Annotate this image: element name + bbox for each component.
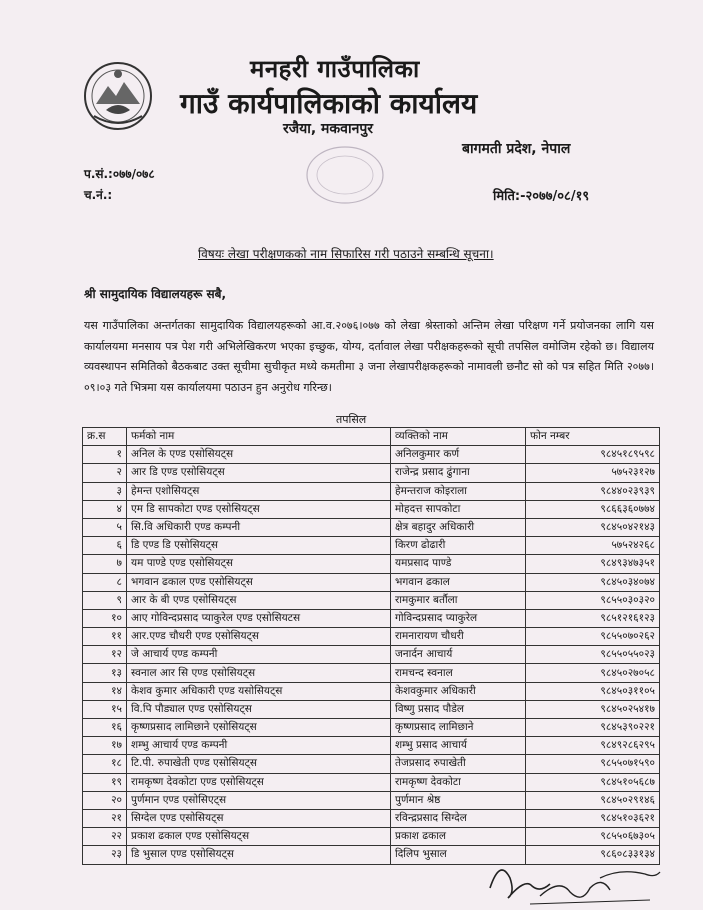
row-phone: ९८५१२१६१२३ <box>526 609 660 627</box>
table-row <box>83 537 660 555</box>
table-row <box>83 700 660 718</box>
row-serial: १३ <box>83 664 127 682</box>
row-serial: ३ <box>83 482 127 500</box>
table-header-row <box>83 428 660 446</box>
office-stamp <box>300 140 390 210</box>
row-firm-name: प्रकाश ढकाल एण्ड एसोसियट्स <box>127 828 391 846</box>
row-firm-name: पुर्णमान एण्ड एसोसिएट्स <box>127 791 391 809</box>
table-row <box>83 555 660 573</box>
row-person-name: अनिलकुमार कर्ण <box>391 446 526 464</box>
row-serial: १६ <box>83 719 127 737</box>
row-phone: ९८५५०६७३०५ <box>526 828 660 846</box>
row-phone: ९८४४०२३९३९ <box>526 482 660 500</box>
row-serial: २१ <box>83 809 127 827</box>
table-row <box>83 828 660 846</box>
row-phone: ९८४५१८९५९८ <box>526 446 660 464</box>
table-row <box>83 664 660 682</box>
header-phone: फोन नम्बर <box>526 428 660 446</box>
municipality-name: मनहरी गाउँपालिका <box>250 55 420 83</box>
row-person-name: केशवकुमार अधिकारी <box>391 682 526 700</box>
header-firm-name: फर्मको नाम <box>127 428 391 446</box>
row-firm-name: जे आचार्य एण्ड कम्पनी <box>127 646 391 664</box>
table-row <box>83 809 660 827</box>
row-person-name: रामनारायण चौधरी <box>391 628 526 646</box>
row-person-name: रविन्द्रप्रसाद सिग्देल <box>391 809 526 827</box>
row-firm-name: कृष्णप्रसाद लामिछाने एसोसियट्स <box>127 719 391 737</box>
row-phone: ५७५२४२६८ <box>526 537 660 555</box>
row-phone: ५७५२३१२७ <box>526 464 660 482</box>
row-phone: ९८५५०७०२६२ <box>526 628 660 646</box>
header-person-name: व्यक्तिको नाम <box>391 428 526 446</box>
row-person-name: राजेन्द्र प्रसाद ढुंगाना <box>391 464 526 482</box>
subject-line: विषयः लेखा परीक्षणकको नाम सिफारिस गरी पठाउने सम्बन्धि सूचना। <box>198 247 494 261</box>
table-row <box>83 500 660 518</box>
header-serial: क्र.स <box>83 428 127 446</box>
row-serial: ९ <box>83 591 127 609</box>
row-phone: ९८४९२८६२९५ <box>526 737 660 755</box>
row-serial: २ <box>83 464 127 482</box>
row-phone: ९८४५१०५६८७ <box>526 773 660 791</box>
row-serial: ७ <box>83 555 127 573</box>
addressee: श्री सामुदायिक विद्यालयहरू सबै, <box>84 287 227 301</box>
row-phone: ९८६६३६०७७४ <box>526 500 660 518</box>
signature <box>470 848 670 910</box>
row-serial: १५ <box>83 700 127 718</box>
row-serial: १२ <box>83 646 127 664</box>
dispatch-number: च.नं.: <box>84 188 113 202</box>
row-phone: ९८४५०२९१४६ <box>526 791 660 809</box>
row-serial: २० <box>83 791 127 809</box>
letter-date: मिति:-२०७७/०८/१९ <box>493 189 590 204</box>
row-person-name: पुर्णमान श्रेष्ठ <box>391 791 526 809</box>
row-serial: १७ <box>83 737 127 755</box>
row-phone: ९८५५०५५०२३ <box>526 646 660 664</box>
row-person-name: शम्भु प्रसाद आचार्य <box>391 737 526 755</box>
row-person-name: विष्णु प्रसाद पौडेल <box>391 700 526 718</box>
row-phone: ९८४५०२७०५८ <box>526 664 660 682</box>
auditor-table <box>82 427 660 865</box>
row-phone: ९८६०८३३१३४ <box>526 846 660 864</box>
table-row <box>83 518 660 536</box>
row-firm-name: केशव कुमार अधिकारी एण्ड यसोसियट्स <box>127 682 391 700</box>
row-firm-name: डि एण्ड डि एसोसियट्स <box>127 537 391 555</box>
row-firm-name: स्वनाल आर सि एण्ड एसोसियट्स <box>127 664 391 682</box>
table-row <box>83 682 660 700</box>
row-firm-name: यम पाण्डे एण्ड एसोसियट्स <box>127 555 391 573</box>
row-firm-name: सि.वि अधिकारी एण्ड कम्पनी <box>127 518 391 536</box>
row-person-name: मोहदत्त सापकोटा <box>391 500 526 518</box>
office-name: गाउँ कार्यपालिकाको कार्यालय <box>180 87 478 120</box>
office-location: रजैया, मकवानपुर <box>283 121 374 137</box>
row-person-name: कृष्णप्रसाद लामिछाने <box>391 719 526 737</box>
row-firm-name: भगवान ढकाल एण्ड एसोसियट्स <box>127 573 391 591</box>
row-serial: १ <box>83 446 127 464</box>
table-row <box>83 628 660 646</box>
table-caption: तपसिल <box>336 413 367 426</box>
row-person-name: रामकुमार बर्तौला <box>391 591 526 609</box>
row-firm-name: एम डि सापकोटा एण्ड एसोसियट्स <box>127 500 391 518</box>
row-firm-name: वि.पि पौड्याल एण्ड एसोसियट्स <box>127 700 391 718</box>
row-person-name: जनार्दन आचार्य <box>391 646 526 664</box>
row-phone: ९८४५०३४०७४ <box>526 573 660 591</box>
row-person-name: क्षेत्र बहादुर अधिकारी <box>391 518 526 536</box>
table-row <box>83 755 660 773</box>
row-phone: ९८५५०७१५९० <box>526 755 660 773</box>
row-serial: ६ <box>83 537 127 555</box>
row-phone: ९८४९३४७३५१ <box>526 555 660 573</box>
row-person-name: भगवान ढकाल <box>391 573 526 591</box>
table-row <box>83 573 660 591</box>
row-serial: ८ <box>83 573 127 591</box>
letter-number: प.सं.:०७७/०७८ <box>84 167 155 181</box>
row-firm-name: आर के बी एण्ड एसोसियट्स <box>127 591 391 609</box>
nepal-emblem-logo <box>82 60 154 132</box>
row-firm-name: शम्भु आचार्य एण्ड कम्पनी <box>127 737 391 755</box>
row-firm-name: आर डि एण्ड एसोसियट्स <box>127 464 391 482</box>
row-phone: ९८४५३९०२२१ <box>526 719 660 737</box>
table-row <box>83 791 660 809</box>
table-row <box>83 646 660 664</box>
row-phone: ९८५५०३०३२० <box>526 591 660 609</box>
province-name: बागमती प्रदेश, नेपाल <box>462 141 571 157</box>
row-firm-name: आए गोविन्दप्रसाद प्याकुरेल एण्ड एसोसियटस <box>127 609 391 627</box>
row-person-name: तेजप्रसाद रुपाखेती <box>391 755 526 773</box>
row-person-name: रामचन्द स्वनाल <box>391 664 526 682</box>
row-serial: ४ <box>83 500 127 518</box>
row-person-name: हेमन्तराज कोइराला <box>391 482 526 500</box>
table-row <box>83 773 660 791</box>
row-person-name: किरण ढोढारी <box>391 537 526 555</box>
table-row <box>83 464 660 482</box>
row-phone: ९८४५१०३६२१ <box>526 809 660 827</box>
row-serial: १४ <box>83 682 127 700</box>
row-serial: ५ <box>83 518 127 536</box>
row-firm-name: हेमन्त एशोसियट्स <box>127 482 391 500</box>
body-paragraph: यस गाउँपालिका अन्तर्गतका सामुदायिक विद्यालयहरूको आ.व.२०७६।०७७ को लेखा श्रेस्ताको अन्तिम लेखा परिक्षण गर्ने प्रयोजनका लागि यस कार्यालयमा मनसाय पत्र पेश गरी अभिलेखिकरण भएका इच्छुक, योग्य, दर्तावाल लेखा परीक्षकहरूको सूची तपसिल वमोजिम रहेको छ। विद्यालय व्यवस्थापन समितिको बैठकबाट उक्त सूचीमा सुचीकृत मध्ये कमतीमा ३ जना लेखापरीक्षकहरूको नामावली छनौट सो को पत्र सहित मिति २०७७।०९।०३ गते भित्रमा यस कार्यालयमा पठाउन हुन अनुरोध गरिन्छ। <box>84 319 654 394</box>
row-firm-name: अनिल के एण्ड एसोसियट्स <box>127 446 391 464</box>
table-row <box>83 719 660 737</box>
row-phone: ९८४५०२५४१७ <box>526 700 660 718</box>
row-person-name: रामकृष्ण देवकोटा <box>391 773 526 791</box>
row-serial: ११ <box>83 628 127 646</box>
row-serial: १९ <box>83 773 127 791</box>
table-row <box>83 482 660 500</box>
row-firm-name: सिग्देल एण्ड एसोसियट्स <box>127 809 391 827</box>
row-firm-name: आर.एण्ड चौधरी एण्ड एसोसियट्स <box>127 628 391 646</box>
table-row <box>83 446 660 464</box>
table-row <box>83 609 660 627</box>
row-serial: २३ <box>83 846 127 864</box>
row-firm-name: रामकृष्ण देवकोटा एण्ड एसोसियट्स <box>127 773 391 791</box>
row-person-name: गोविन्दप्रसाद प्याकुरेल <box>391 609 526 627</box>
row-serial: १८ <box>83 755 127 773</box>
table-row <box>83 737 660 755</box>
row-phone: ९८४५०३११०५ <box>526 682 660 700</box>
row-serial: १० <box>83 609 127 627</box>
row-person-name: प्रकाश ढकाल <box>391 828 526 846</box>
row-firm-name: डि भुसाल एण्ड एसोसियट्स <box>127 846 391 864</box>
row-firm-name: टि.पी. रुपाखेती एण्ड एसोसियट्स <box>127 755 391 773</box>
table-row <box>83 591 660 609</box>
row-person-name: दिलिप भुसाल <box>391 846 526 864</box>
row-phone: ९८४५०४२१४३ <box>526 518 660 536</box>
row-person-name: यमप्रसाद पाण्डे <box>391 555 526 573</box>
row-serial: २२ <box>83 828 127 846</box>
